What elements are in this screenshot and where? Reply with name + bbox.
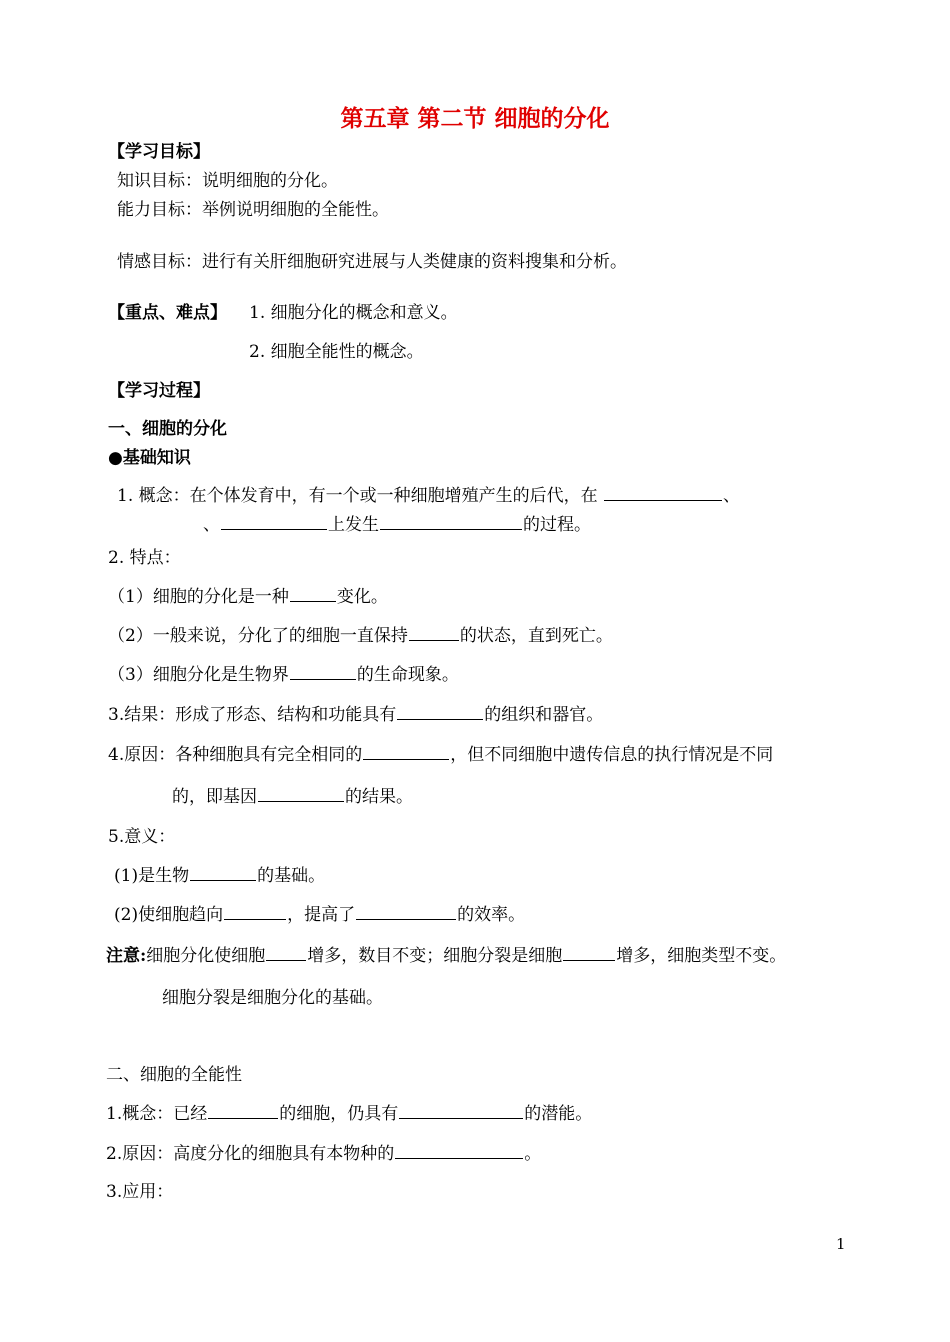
meaning-text: (2)使细胞趋向 — [114, 905, 224, 925]
fill-blank[interactable] — [363, 742, 449, 760]
meaning-text: (1)是生物 — [114, 866, 190, 886]
feature-1 — [108, 584, 388, 609]
feature-2 — [108, 623, 613, 648]
section1-heading: 一、细胞的分化 — [108, 419, 227, 439]
feature-text: （1）细胞的分化是一种 — [108, 587, 289, 607]
fill-blank[interactable] — [409, 623, 459, 641]
result-text: 3.结果：形成了形态、结构和功能具有 — [108, 705, 397, 725]
feature-text: 的状态，直到死亡。 — [459, 626, 613, 646]
fill-blank[interactable] — [290, 584, 336, 602]
emotion-objective: 情感目标：进行有关肝细胞研究进展与人类健康的资料搜集和分析。 — [117, 252, 627, 272]
key-point-2: 2. 细胞全能性的概念。 — [249, 342, 424, 362]
concept-text: 1. 概念：在个体发育中，有一个或一种细胞增殖产生的后代，在 — [117, 486, 598, 506]
fill-blank[interactable] — [397, 702, 483, 720]
note-text: 增多，数目不变；细胞分裂是细胞 — [307, 946, 563, 966]
totipotency-text: 的细胞，仍具有 — [279, 1104, 399, 1124]
objectives-header: 【学习目标】 — [108, 142, 210, 162]
meaning-text: 的效率。 — [457, 905, 526, 925]
fill-blank[interactable] — [604, 483, 722, 501]
basic-knowledge-label: ●基础知识 — [108, 448, 191, 468]
meaning-text: 的基础。 — [257, 866, 326, 886]
key-point-1: 1. 细胞分化的概念和意义。 — [249, 303, 458, 323]
concept-text: 、 — [723, 486, 741, 506]
note-label: 注意: — [106, 946, 147, 966]
meaning-1 — [114, 863, 325, 888]
page-number: 1 — [836, 1235, 846, 1253]
note-line-1 — [106, 943, 786, 968]
features-title: 2. 特点： — [108, 548, 181, 568]
totipotency-text: 1.概念：已经 — [106, 1104, 208, 1124]
note-line-2: 细胞分裂是细胞分化的基础。 — [162, 988, 383, 1008]
page-title: 第五章 第二节 细胞的分化 — [340, 105, 610, 132]
fill-blank[interactable] — [221, 512, 327, 530]
fill-blank[interactable] — [190, 863, 256, 881]
ability-objective: 能力目标：举例说明细胞的全能性。 — [117, 200, 389, 220]
fill-blank[interactable] — [563, 943, 615, 961]
reason-line-1 — [108, 742, 773, 767]
totipotency-text: 。 — [524, 1144, 542, 1164]
note-text: 增多，细胞类型不变。 — [616, 946, 787, 966]
concept-text: 、 — [203, 515, 220, 535]
meaning-text: ，提高了 — [287, 905, 356, 925]
section2-heading: 二、细胞的全能性 — [106, 1065, 242, 1085]
feature-text: 的生命现象。 — [356, 665, 459, 685]
result-line — [108, 702, 603, 727]
reason-text: 4.原因：各种细胞具有完全相同的 — [108, 745, 363, 765]
feature-text: （3）细胞分化是生物界 — [108, 665, 289, 685]
fill-blank[interactable] — [380, 512, 522, 530]
fill-blank[interactable] — [224, 902, 286, 920]
fill-blank[interactable] — [258, 784, 344, 802]
note-text: 细胞分化使细胞 — [146, 946, 266, 966]
fill-blank[interactable] — [290, 662, 356, 680]
fill-blank[interactable] — [399, 1101, 523, 1119]
key-points-header: 【重点、难点】 — [108, 303, 227, 323]
concept-line-1 — [117, 483, 740, 508]
concept-text: 上发生 — [328, 515, 379, 535]
fill-blank[interactable] — [356, 902, 456, 920]
totipotency-text: 2.原因：高度分化的细胞具有本物种的 — [106, 1144, 395, 1164]
fill-blank[interactable] — [208, 1101, 278, 1119]
meaning-2 — [114, 902, 525, 927]
fill-blank[interactable] — [395, 1141, 523, 1159]
concept-text: 的过程。 — [523, 515, 591, 535]
result-text: 的组织和器官。 — [484, 705, 604, 725]
reason-text: 的，即基因 — [172, 787, 257, 807]
knowledge-objective: 知识目标：说明细胞的分化。 — [117, 171, 338, 191]
totipotency-application: 3.应用： — [106, 1182, 174, 1202]
reason-text: ，但不同细胞中遗传信息的执行情况是不同 — [450, 745, 774, 765]
reason-line-2 — [172, 784, 413, 809]
process-header: 【学习过程】 — [108, 381, 210, 401]
feature-text: （2）一般来说，分化了的细胞一直保持 — [108, 626, 408, 646]
feature-text: 变化。 — [336, 587, 388, 607]
reason-text: 的结果。 — [345, 787, 413, 807]
feature-3 — [108, 662, 459, 687]
concept-line-2 — [203, 512, 591, 537]
totipotency-text: 的潜能。 — [524, 1104, 593, 1124]
totipotency-concept — [106, 1101, 592, 1126]
fill-blank[interactable] — [266, 943, 306, 961]
totipotency-reason — [106, 1141, 541, 1166]
meaning-title: 5.意义： — [108, 827, 176, 847]
